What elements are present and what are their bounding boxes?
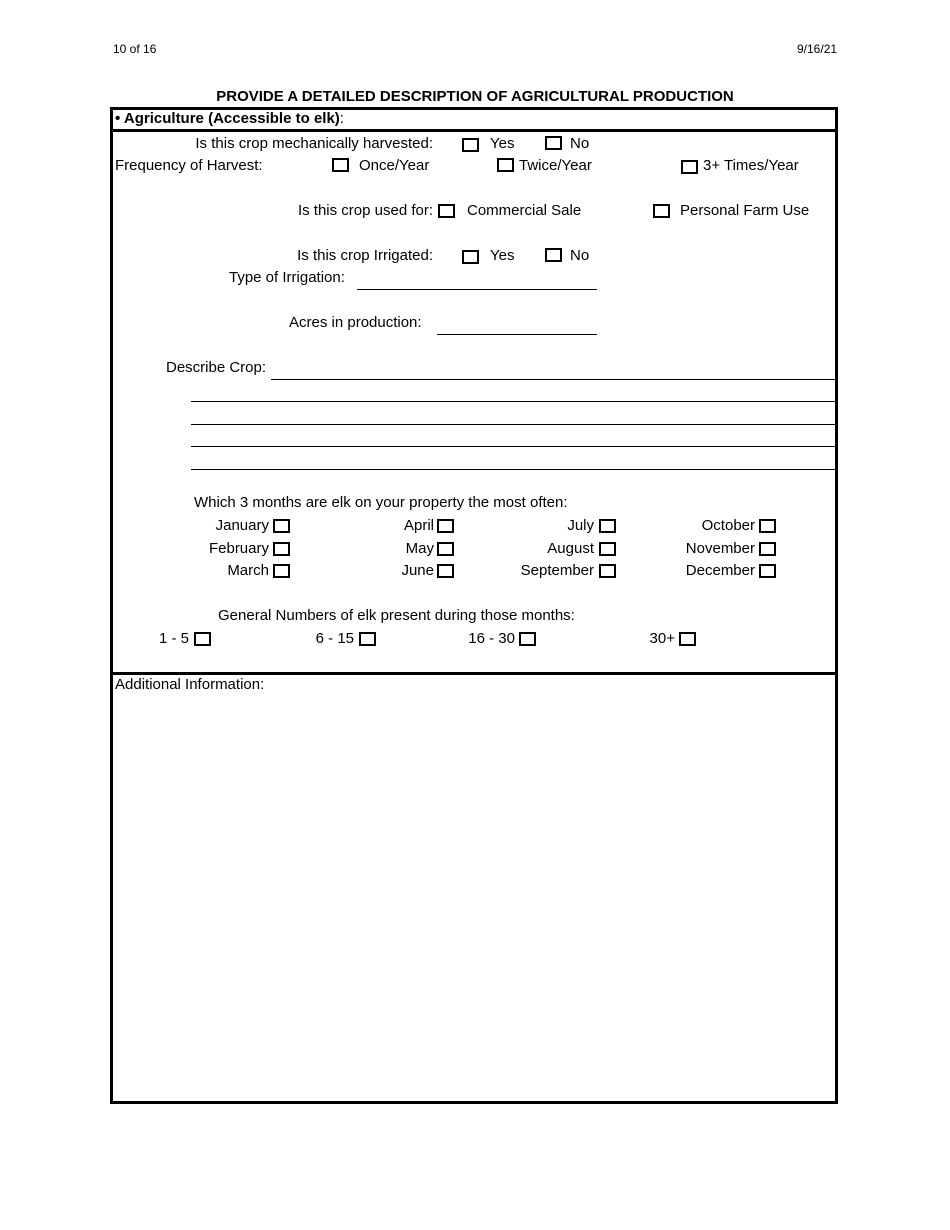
section-heading [115, 110, 344, 128]
use-commercial-checkbox[interactable] [438, 204, 455, 218]
frequency-three-label: 3+ Times/Year [703, 157, 799, 174]
numbers-30-plus-checkbox[interactable] [679, 632, 696, 646]
month-jun-label: June [401, 562, 434, 579]
numbers-16-30-label: 16 - 30 [468, 630, 515, 647]
harvest-no-label: No [570, 135, 590, 152]
irrigation-no-label: No [570, 247, 590, 264]
use-question: Is this crop used for: [297, 202, 433, 219]
month-may-label: May [405, 540, 434, 557]
additional-info-field[interactable] [115, 698, 830, 1096]
month-aug-checkbox[interactable] [599, 542, 616, 556]
month-aug-label: August [547, 540, 594, 557]
month-dec-label: December [685, 562, 755, 579]
month-jan-label: January [215, 517, 269, 534]
irrigation-type-field[interactable] [357, 289, 597, 290]
frequency-label: Frequency of Harvest: [115, 157, 263, 174]
month-oct-label: October [701, 517, 755, 534]
numbers-30-plus-label: 30+ [649, 630, 675, 647]
describe-line-1[interactable] [271, 379, 836, 380]
month-jun-checkbox[interactable] [437, 564, 454, 578]
additional-info-label: Additional Information: [115, 676, 265, 693]
describe-line-5[interactable] [191, 469, 836, 470]
describe-line-2[interactable] [191, 401, 836, 402]
page-number: 10 of 16 [113, 42, 157, 56]
month-oct-checkbox[interactable] [759, 519, 776, 533]
month-mar-label: March [227, 562, 269, 579]
frequency-three-checkbox[interactable] [681, 160, 698, 174]
use-personal-label: Personal Farm Use [680, 202, 810, 219]
irrigation-question: Is this crop Irrigated: [297, 247, 433, 264]
frequency-once-label: Once/Year [359, 157, 430, 174]
irrigation-no-checkbox[interactable] [545, 248, 562, 262]
numbers-16-30-checkbox[interactable] [519, 632, 536, 646]
use-commercial-label: Commercial Sale [467, 202, 582, 219]
month-may-checkbox[interactable] [437, 542, 454, 556]
numbers-6-15-checkbox[interactable] [359, 632, 376, 646]
page-title: PROVIDE A DETAILED DESCRIPTION OF AGRICULTURAL PRODUCTION [216, 88, 734, 105]
harvest-no-checkbox[interactable] [545, 136, 562, 150]
describe-line-4[interactable] [191, 446, 836, 447]
frequency-once-checkbox[interactable] [332, 158, 349, 172]
month-apr-checkbox[interactable] [437, 519, 454, 533]
month-sep-checkbox[interactable] [599, 564, 616, 578]
month-dec-checkbox[interactable] [759, 564, 776, 578]
month-feb-checkbox[interactable] [273, 542, 290, 556]
numbers-question: General Numbers of elk present during those months: [218, 607, 575, 624]
month-mar-checkbox[interactable] [273, 564, 290, 578]
irrigation-yes-checkbox[interactable] [462, 250, 479, 264]
month-nov-label: November [685, 540, 755, 557]
acres-label: Acres in production: [289, 314, 422, 331]
numbers-6-15-label: 6 - 15 [315, 630, 354, 647]
month-jan-checkbox[interactable] [273, 519, 290, 533]
month-jul-label: July [567, 517, 594, 534]
harvest-question: Is this crop mechanically harvested: [195, 135, 433, 152]
use-personal-checkbox[interactable] [653, 204, 670, 218]
month-sep-label: September [520, 562, 594, 579]
form-date: 9/16/21 [797, 42, 838, 56]
irrigation-type-label: Type of Irrigation: [229, 269, 345, 286]
numbers-1-5-checkbox[interactable] [194, 632, 211, 646]
section-heading-text: Agriculture (Accessible to elk) [123, 110, 340, 127]
describe-label: Describe Crop: [166, 359, 267, 376]
months-question: Which 3 months are elk on your property the most often: [194, 494, 568, 511]
irrigation-yes-label: Yes [490, 247, 515, 264]
month-feb-label: February [208, 540, 269, 557]
frequency-twice-checkbox[interactable] [497, 158, 514, 172]
frequency-twice-label: Twice/Year [519, 157, 592, 174]
numbers-1-5-label: 1 - 5 [158, 630, 189, 647]
bullet: • [115, 110, 121, 127]
acres-field[interactable] [437, 334, 597, 335]
harvest-yes-label: Yes [490, 135, 515, 152]
month-jul-checkbox[interactable] [599, 519, 616, 533]
harvest-yes-checkbox[interactable] [462, 138, 479, 152]
month-nov-checkbox[interactable] [759, 542, 776, 556]
describe-line-3[interactable] [191, 424, 836, 425]
month-apr-label: April [403, 517, 434, 534]
section-heading-colon: : [339, 110, 344, 127]
